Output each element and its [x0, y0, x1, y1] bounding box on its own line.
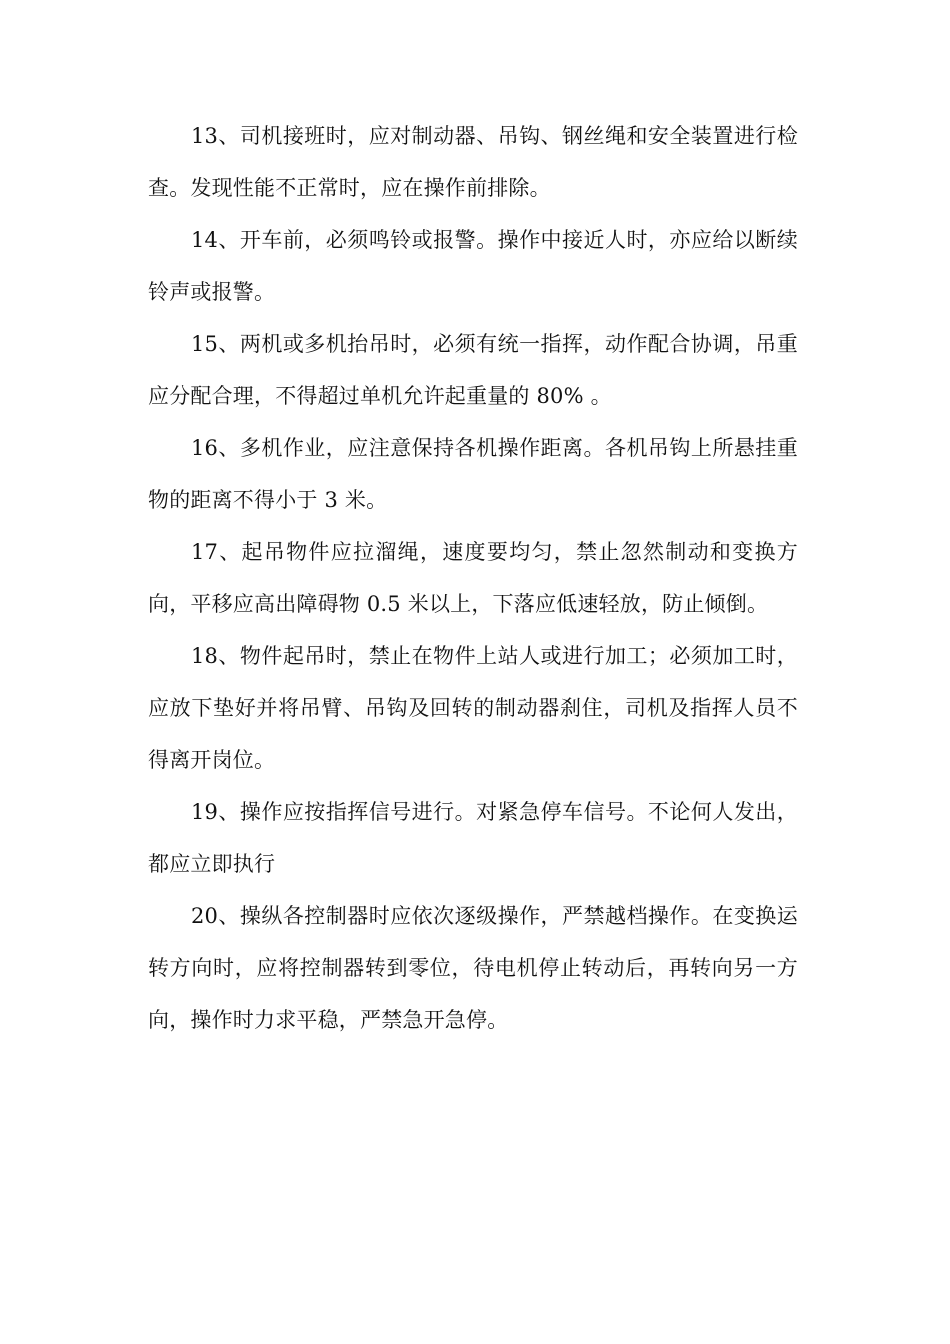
paragraph-19: 19、操作应按指挥信号进行。对紧急停车信号。不论何人发出，都应立即执行: [148, 800, 798, 876]
paragraph-17: 17、起吊物件应拉溜绳，速度要均匀，禁止忽然制动和变换方向，平移应高出障碍物 0.5 米以上，下落应低速轻放，防止倾倒。: [148, 540, 798, 616]
paragraph-18: 18、物件起吊时，禁止在物件上站人或进行加工；必须加工时，应放下垫好并将吊臂、吊钩及回转的制动器刹住，司机及指挥人员不得离开岗位。: [148, 644, 798, 772]
paragraph-14: 14、开车前，必须鸣铃或报警。操作中接近人时，亦应给以断续铃声或报警。: [148, 228, 798, 304]
paragraph-15: 15、两机或多机抬吊时，必须有统一指挥，动作配合协调，吊重应分配合理，不得超过单机允许起重量的 80% 。: [148, 332, 798, 408]
document-body: [148, 110, 798, 1046]
paragraph-13: 13、司机接班时，应对制动器、吊钩、钢丝绳和安全装置进行检查。发现性能不正常时，应在操作前排除。: [148, 124, 798, 200]
paragraph-20: 20、操纵各控制器时应依次逐级操作，严禁越档操作。在变换运转方向时，应将控制器转到零位，待电机停止转动后，再转向另一方向，操作时力求平稳，严禁急开急停。: [148, 904, 798, 1032]
paragraph-16: 16、多机作业，应注意保持各机操作距离。各机吊钩上所悬挂重物的距离不得小于 3 米。: [148, 436, 798, 512]
